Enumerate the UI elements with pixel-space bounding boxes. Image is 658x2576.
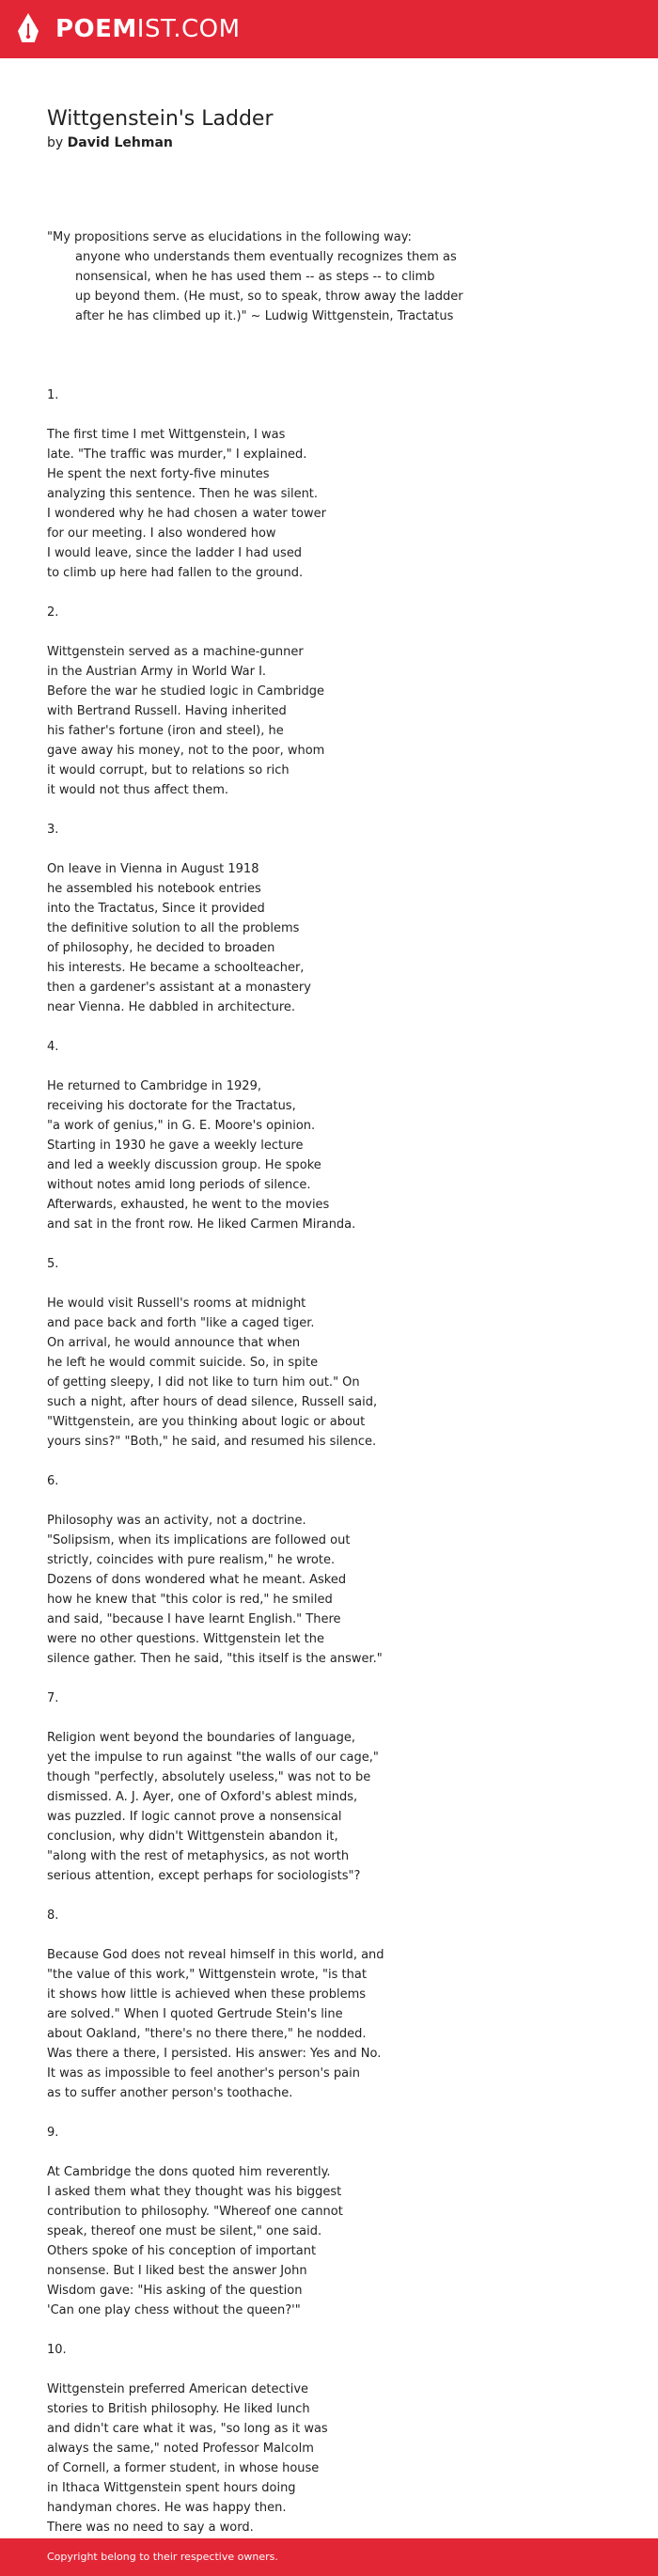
site-logo-text (55, 15, 241, 43)
poem-line: are solved." When I quoted Gertrude Stein's line (47, 2007, 343, 2021)
poem-line: late. "The traffic was murder," I explained. (47, 448, 307, 462)
poem-line: He would visit Russell's rooms at midnight (47, 1296, 306, 1311)
poem-line: near Vienna. He dabbled in architecture. (47, 1000, 296, 1014)
poem-line: the definitive solution to all the problems (47, 921, 300, 935)
poem-title: Wittgenstein's Ladder (47, 107, 274, 131)
poem-line: Starting in 1930 he gave a weekly lecture (47, 1139, 304, 1153)
section-number: 6. (47, 1474, 59, 1488)
poem-line: how he knew that "this color is red," he smiled (47, 1593, 333, 1607)
poem-line: speak, thereof one must be silent," one said. (47, 2224, 322, 2238)
site-header (0, 0, 658, 58)
poem-line: and sat in the front row. He liked Carmen Miranda. (47, 1217, 356, 1232)
poem-stanza (47, 2162, 611, 2320)
poem-line: silence gather. Then he said, "this itself is the answer." (47, 1652, 383, 1666)
poem-line: then a gardener's assistant at a monastery (47, 981, 311, 995)
poem-line: dismissed. A. J. Ayer, one of Oxford's ablest minds, (47, 1790, 358, 1804)
poem-line: into the Tractatus, Since it provided (47, 902, 265, 916)
section-number: 8. (47, 1908, 59, 1923)
poem-line: his father's fortune (iron and steel), he (47, 724, 284, 738)
section-number: 5. (47, 1257, 59, 1271)
poem-line: Afterwards, exhausted, he went to the movies (47, 1198, 330, 1212)
poem-line: Was there a there, I persisted. His answer: Yes and No. (47, 2047, 382, 2061)
poem-line: to climb up here had fallen to the ground. (47, 566, 304, 580)
poem-line: it shows how little is achieved when these problems (47, 1987, 367, 2002)
poem-line: and led a weekly discussion group. He spoke (47, 1158, 321, 1172)
poem-line: Wisdom gave: "His asking of the question (47, 2284, 303, 2298)
poem-line: I would leave, since the ladder I had used (47, 546, 303, 560)
poem-line: He returned to Cambridge in 1929, (47, 1079, 261, 1093)
poem-line: gave away his money, not to the poor, whom (47, 744, 325, 758)
poem-line: Religion went beyond the boundaries of language, (47, 1731, 356, 1745)
section-number: 2. (47, 605, 59, 620)
poem-stanza (47, 1076, 611, 1234)
site-footer (0, 2538, 658, 2576)
author-link[interactable]: David Lehman (67, 135, 173, 150)
poem-line: nonsense. But I liked best the answer John (47, 2264, 307, 2278)
poem-line: "along with the rest of metaphysics, as not worth (47, 1849, 350, 1863)
poem-line: yet the impulse to run against "the walls of our cage," (47, 1751, 379, 1765)
poem-line: "the value of this work," Wittgenstein wrote, "is that (47, 1968, 367, 1982)
poem-line: analyzing this sentence. Then he was silent. (47, 487, 319, 501)
poem-line: On leave in Vienna in August 1918 (47, 862, 259, 876)
poem-line: receiving his doctorate for the Tractatus, (47, 1099, 296, 1113)
poem-line: The first time I met Wittgenstein, I was (47, 428, 286, 442)
site-logo[interactable] (16, 12, 241, 46)
poem-line: On arrival, he would announce that when (47, 1336, 301, 1350)
poem-line: Others spoke of his conception of important (47, 2244, 317, 2258)
poem-line: was puzzled. If logic cannot prove a nonsensical (47, 1810, 342, 1824)
poem-line: without notes amid long periods of silence. (47, 1178, 311, 1192)
poem-stanza (47, 859, 611, 1017)
poem-line: as to suffer another person's toothache. (47, 2086, 293, 2100)
poem-line: "Wittgenstein, are you thinking about logic or about (47, 1415, 366, 1429)
poem-line: he left he would commit suicide. So, in spite (47, 1356, 319, 1370)
poem-stanza (47, 1945, 611, 2103)
poem-line: it would not thus affect them. (47, 783, 228, 797)
poem-stanza (47, 425, 611, 583)
section-number: 9. (47, 2126, 59, 2140)
poem-stanza (47, 1294, 611, 1452)
poem-line: I wondered why he had chosen a water tower (47, 507, 326, 521)
poem-content (47, 105, 611, 2557)
poem-line: contribution to philosophy. "Whereof one cannot (47, 2205, 343, 2219)
poem-line: in the Austrian Army in World War I. (47, 665, 267, 679)
poem-line: "a work of genius," in G. E. Moore's opinion. (47, 1119, 316, 1133)
poem-line: for our meeting. I also wondered how (47, 526, 276, 541)
poem-line: conclusion, why didn't Wittgenstein abandon it, (47, 1830, 338, 1844)
epigraph-line: "My propositions serve as elucidations in the following way: (47, 230, 412, 244)
poem-line: He spent the next forty-five minutes (47, 467, 270, 481)
poem-line: There was no need to say a word. (47, 2521, 254, 2535)
logo-light-part: IST.COM (136, 15, 241, 43)
poem-line: At Cambridge the dons quoted him reverently. (47, 2165, 331, 2179)
poem-line: Philosophy was an activity, not a doctrine. (47, 1514, 306, 1528)
section-number: 3. (47, 823, 59, 837)
poem-line: serious attention, except perhaps for sociologists"? (47, 1869, 361, 1883)
epigraph-line: up beyond them. (He must, so to speak, throw away the ladder (75, 290, 463, 304)
poem-line: about Oakland, "there's no there there," he nodded. (47, 2027, 367, 2041)
poem-line: it would corrupt, but to relations so rich (47, 763, 290, 778)
poem-line: of Cornell, a former student, in whose house (47, 2461, 320, 2475)
poem-line: yours sins?" "Both," he said, and resumed his silence. (47, 1435, 377, 1449)
poem-line: Wittgenstein served as a machine-gunner (47, 645, 304, 659)
by-label: by (47, 135, 64, 150)
poem-line: 'Can one play chess without the queen?'" (47, 2303, 301, 2317)
poem-line: of philosophy, he decided to broaden (47, 941, 275, 955)
section-number: 1. (47, 388, 59, 402)
epigraph-line: anyone who understands them eventually recognizes them as (75, 250, 457, 264)
copyright-notice: Copyright belong to their respective owners. (47, 2551, 278, 2563)
section-number: 10. (47, 2343, 67, 2357)
poem-stanza (47, 2380, 611, 2537)
poem-stanza (47, 1728, 611, 1886)
poem-line: stories to British philosophy. He liked lunch (47, 2402, 310, 2416)
poem-line: always the same," noted Professor Malcolm (47, 2442, 314, 2456)
poem-line: of getting sleepy, I did not like to turn him out." On (47, 1375, 360, 1390)
poem-line: were no other questions. Wittgenstein let the (47, 1632, 325, 1646)
section-number: 4. (47, 1040, 59, 1054)
poem-line: "Solipsism, when its implications are followed out (47, 1533, 351, 1547)
section-number: 7. (47, 1691, 59, 1705)
poem-line: and said, "because I have learnt English." There (47, 1612, 341, 1626)
poem-line: Dozens of dons wondered what he meant. Asked (47, 1573, 347, 1587)
poem-byline (47, 134, 611, 152)
poem-stanza (47, 1511, 611, 1669)
epigraph-line: after he has climbed up it.)" ~ Ludwig Wittgenstein, Tractatus (75, 309, 454, 323)
poem-line: though "perfectly, absolutely useless," was not to be (47, 1770, 371, 1784)
poem-body (47, 188, 611, 2537)
logo-bold-part: POEM (55, 15, 137, 43)
poem-line: such a night, after hours of dead silence, Russell said, (47, 1395, 378, 1409)
poem-epigraph (47, 228, 611, 326)
poem-line: Wittgenstein preferred American detective (47, 2382, 309, 2396)
poem-line: he assembled his notebook entries (47, 882, 261, 896)
poem-line: Because God does not reveal himself in this world, and (47, 1948, 384, 1962)
poem-line: and didn't care what it was, "so long as it was (47, 2422, 328, 2436)
poem-stanza (47, 642, 611, 800)
poem-line: I asked them what they thought was his biggest (47, 2185, 342, 2199)
poem-line: in Ithaca Wittgenstein spent hours doing (47, 2481, 296, 2495)
poem-line: strictly, coincides with pure realism," he wrote. (47, 1553, 336, 1567)
pen-nib-icon (16, 12, 40, 46)
epigraph-line: nonsensical, when he has used them -- as steps -- to climb (75, 270, 435, 284)
poem-line: his interests. He became a schoolteacher, (47, 961, 305, 975)
poem-line: with Bertrand Russell. Having inherited (47, 704, 287, 718)
poem-line: and pace back and forth "like a caged tiger. (47, 1316, 315, 1330)
poem-line: Before the war he studied logic in Cambridge (47, 684, 325, 699)
poem-line: It was as impossible to feel another's person's pain (47, 2066, 360, 2081)
poem-line: handyman chores. He was happy then. (47, 2501, 287, 2515)
